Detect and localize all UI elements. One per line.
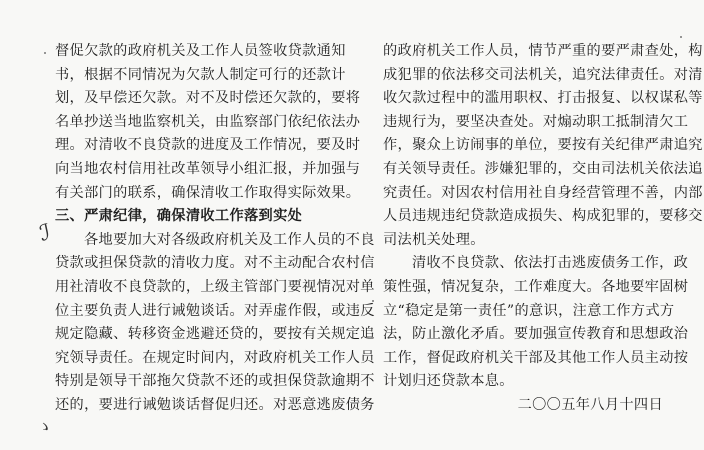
- paragraph-first-line: 清收不良贷款、依法打击逃废债务工作，政: [412, 255, 689, 272]
- right-text-line: 有关领导责任。涉嫌犯罪的，交由司法机关依法追: [383, 160, 703, 177]
- right-text-line: 的政府机关工作人员，情节严重的要严肃查处，构: [383, 43, 703, 59]
- left-text-line: 督促欠款的政府机关及工作人员签收贷款通知: [55, 43, 346, 59]
- right-text-line: 策性强，情况复杂，工作难度大。各地要牢固树: [383, 278, 689, 295]
- left-text-line: 还的，要进行诫勉谈话督促归还。对恶意逃废债务: [55, 396, 375, 413]
- left-text-line: 划，及早偿还欠款。对不及时偿还欠款的，要将: [55, 90, 361, 107]
- paragraph-first-line: 各地要加大对各级政府机关及工作人员的不良: [84, 231, 375, 248]
- right-text-line: 违规行为，要坚决查处。对煽动职工抵制清欠工: [383, 113, 689, 130]
- right-text-line: 成犯罪的依法移交司法机关，追究法律责任。对清: [383, 66, 703, 83]
- handwritten-mark: ゝ: [34, 415, 56, 440]
- section-heading: 三、严肃纪律，确保清收工作落到实处: [55, 208, 303, 225]
- right-text-line: 究责任。对因农村信用社自身经营管理不善，内部: [383, 184, 703, 201]
- right-text-line: 人员违规违纪贷款造成损失、构成犯罪的，要移交: [383, 208, 703, 225]
- scan-speck: [680, 36, 682, 38]
- left-text-line: 理。对清收不良贷款的进度及工作情况，要及时: [55, 137, 361, 154]
- handwritten-mark: ℐ: [37, 220, 53, 247]
- left-text-line: 名单抄送当地监察机关，由监察部门依纪依法办: [55, 113, 361, 130]
- left-text-line: 书，根据不同情况为欠款人制定可行的还款计: [55, 66, 346, 83]
- left-text-line: 规定隐藏、转移资金逃避还贷的，要按有关规定追: [55, 326, 375, 343]
- left-text-line: 向当地农村信用社改革领导小组汇报，并加强与: [55, 160, 361, 177]
- right-text-line: 工作，督促政府机关干部及其他工作人员主动按: [383, 349, 689, 366]
- left-text-line: 贷款或担保贷款的清收力度。对不主动配合农村信: [55, 255, 375, 272]
- right-column: [383, 40, 701, 418]
- left-text-line: 位主要负责人进行诫勉谈话。对弄虚作假，或违反: [55, 302, 375, 319]
- right-text-line: 司法机关处理。: [383, 231, 485, 248]
- right-text-line: 收欠款过程中的滥用职权、打击报复、以权谋私等: [383, 90, 703, 107]
- scan-speck: [372, 300, 374, 302]
- right-text-line: 法，防止激化矛盾。要加强宣传教育和思想政治: [383, 326, 689, 343]
- right-text-line: 作，聚众上访闹事的单位，要按有关纪律严肃追究: [383, 137, 703, 154]
- left-text-line: 用社清收不良贷款的，上级主管部门要视情况对单: [55, 278, 375, 295]
- document-date: 二〇〇五年八月十四日: [517, 396, 663, 413]
- left-text-line: 有关部门的联系，确保清收工作取得实际效果。: [55, 184, 361, 201]
- right-text-line: 立“稳定是第一责任”的意识，注意工作方式方: [383, 302, 675, 319]
- left-column: [55, 40, 373, 418]
- left-text-line: 特别是领导干部拖欠贷款不还的或担保贷款逾期不: [55, 373, 375, 390]
- scan-speck: [44, 52, 46, 54]
- left-text-line: 究领导责任。在规定时间内，对政府机关工作人员: [55, 349, 375, 366]
- right-text-line: 计划归还贷款本息。: [383, 373, 514, 390]
